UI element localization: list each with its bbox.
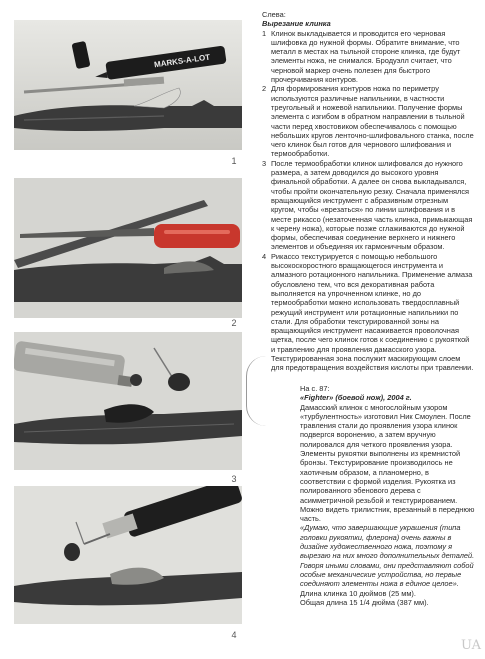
photo-panel-1 <box>14 20 242 150</box>
step-text: Клинок выкладывается и проводится его черновая шлифовка до нужной формы. Обратите внимание, что металл в местах на тыльной стороне клинка, где будут элементы ножа, не снимался. Бродуэлл считает, что черновой маркер очень полезен для быстрого прочерчивания контуров. <box>271 28 461 85</box>
caption-step <box>262 84 474 158</box>
overall-length: Общая длина 15 1/4 дюйма (387 мм). <box>300 597 429 607</box>
knife-description: Дамасский клинок с многослойным узором «турбулентность» изготовил Ник Смоулен. После травления стали до проявления узора клинок подвергся воронению, а затем вручную полировался для четкого проявления узора. Элементы рукоятки выполнены из кремнистой бронзы. Текстурирование производилось не хаотичным образом, а планомерно, в соответствии с формой изделия. Рукоятка из полированного эбенового дерева с асимметричной резьбой и текстурированием. Можно видеть трилистник, врезанный в переднюю часть. <box>300 402 475 524</box>
figure-number-2: 2 <box>231 318 237 328</box>
knife-title: «Fighter» (боевой нож), 2004 г. <box>300 393 412 403</box>
caption-step <box>262 29 474 85</box>
marker-label: MARKS-A-LOT <box>153 52 211 70</box>
step-text: После термообработки клинок шлифовался до нужного размера, а затем доводился до высокого уровня финальной обработки. А далее он снова выкладывался, чтобы пройти окончательную резку. Сначала применялся вращающийся инструмент с абразивным отрезным кругом, чтобы «врезаться» по линии шлифования и в месте рикассо (незаточенная часть клинка, примыкающая к черену ножа), которые позже сглаживаются до нужной формы, обеспечивая соединение верхнего и нижнего элементов и объединяя их гармоничным образом. <box>271 158 473 252</box>
photo-panel-3 <box>14 332 242 470</box>
step-text: Рикассо текстурируется с помощью небольшого высокоскоростного вращающегося инструмента и алмазного ротационного напильника. Применение алмаза обусловлено тем, что вся декоративная работа выполняется на упрочненном клинке, но до термообработки можно использовать твердосплавный режущий инструмент или ротационные напильники по стали. Для обработки текстурированной зоны на вращающийся инструмент насаживается проволочная щетка, после чего клинок готов к соединению с рукояткой и травлению для проявления дамасского узора. Текстурированная зона послужит маскирующим слоем для предотвращения воздействия кислоты при травлении. <box>271 251 474 373</box>
photo-panel-4 <box>14 486 242 624</box>
watermark: UA <box>461 638 481 653</box>
right-caption-block <box>300 384 476 607</box>
step-number: 3 <box>262 158 267 168</box>
step-text: Для формирования контуров ножа по периметру используются различные напильники, в частности треугольный и ножевой напильники. Получение формы элемента с изгибом в обратном направлении в тыльной части перед хвостовиком обеспечивалось с помощью небольших кругов ленточно-шлифовального станка, после чего клинок был готов для чернового шлифования и термообработки. <box>271 84 474 159</box>
left-caption-block <box>262 10 474 373</box>
figure-number-4: 4 <box>231 630 237 640</box>
caption-title: Вырезание клинка <box>262 19 331 29</box>
figure-number-1: 1 <box>231 156 237 166</box>
blade-length: Длина клинка 10 дюймов (25 мм). <box>300 588 416 598</box>
decorative-bracket <box>246 356 269 426</box>
figure-number-3: 3 <box>231 474 237 484</box>
step-number: 4 <box>262 251 267 261</box>
step-number: 2 <box>262 84 267 94</box>
photo-panel-2 <box>14 178 242 318</box>
caption-step <box>262 159 474 252</box>
caption-heading: Слева: <box>262 10 286 19</box>
maker-quote: «Думаю, что завершающие украшения (типа головки рукоятки, флерона) очень важны в дизайне художественного ножа, поэтому я вырезаю на них много дополнительных деталей. Говоря иными словами, они представляют собой особые механические устройства, но первые соединяют элементы ножа в единое целое». <box>300 523 475 589</box>
page-reference: На с. 87: <box>300 384 330 393</box>
caption-step <box>262 252 474 373</box>
step-number: 1 <box>262 28 267 38</box>
